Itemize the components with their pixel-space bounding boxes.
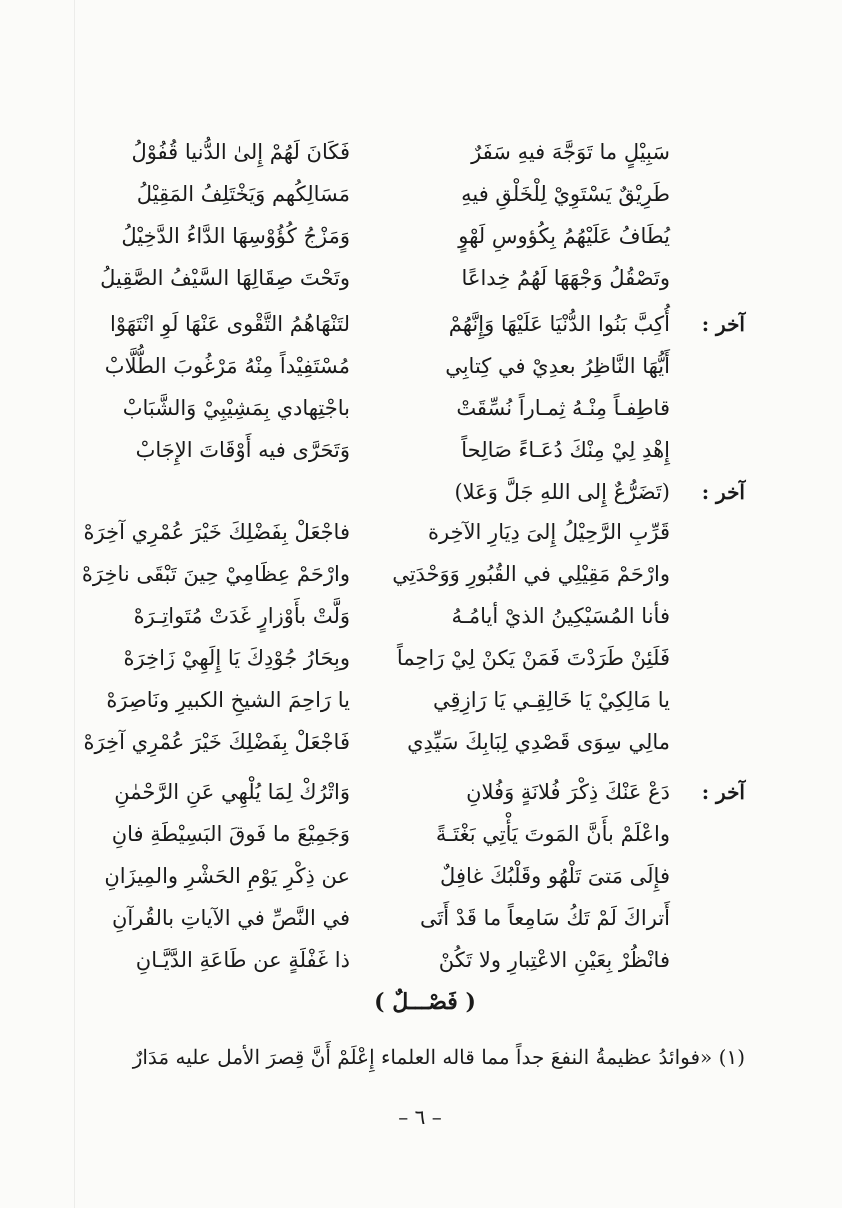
verse-left: وارْحَمْ عِظَامِيْ حِينَ تَبْقَى ناخِرَهْ — [81, 562, 350, 586]
verse-left: يا رَاحِمَ الشيخِ الكبيرِ ونَاصِرَهْ — [106, 688, 350, 712]
verse-right: أُكِبَّ بَنُوا الدُّنْيَا عَلَيْهَا وَإِنَّهُمْ — [448, 312, 670, 336]
verse-left: في النَّصِّ في الآياتِ بالقُرآنِ — [111, 906, 350, 930]
verse-left: وبِحَارُ جُوْدِكَ يَا إِلَهِيْ زَاخِرَهْ — [123, 646, 350, 670]
verse-right: قَرِّبِ الرَّحِيْلُ إِلىَ دِيَارِ الآخِرة — [428, 520, 670, 544]
verse-right: مالِي سِوَى قَصْدِي لِبَابِكَ سَيِّدِي — [407, 730, 670, 754]
verse-left: وَجَمِيْعَ ما فَوقَ البَسِيْطَةِ فانِ — [111, 822, 350, 846]
verse-left: وَلَّتْ بأَوْزارٍ غَدَتْ مُتَواتِـرَهْ — [133, 604, 350, 628]
verse-left: وتَحْتَ صِقَالِهَا السَّيْفُ الصَّقِيلُ — [100, 266, 350, 290]
verse-right: سَبِيْلٍ ما تَوَجَّهَ فيهِ سَفَرٌ — [471, 140, 670, 164]
section-intro: (تَضَرُّعٌ إِلى اللهِ جَلَّ وَعَلا) — [454, 480, 670, 504]
verse-right: أَتراكَ لَمْ تَكُ سَامِعاً ما قَدْ أَتَى — [419, 906, 670, 930]
section-label: آخر : — [701, 780, 745, 804]
verse-left: لتَنْهَاهُمُ التَّقْوى عَنْهَا لَوِ انْتَهَوْا — [110, 312, 350, 336]
verse-left: مَسَالِكُهم وَيَخْتَلِفُ المَقِيْلُ — [136, 182, 350, 206]
section-label: آخر : — [701, 480, 745, 504]
verse-right: فَلَئِنْ طَرَدْتَ فَمَنْ يَكنْ لِيْ رَاحِماً — [396, 646, 670, 670]
verse-right: إِهْدِ لِيْ مِنْكَ دُعَـاءً صَالِحاً — [461, 438, 670, 462]
verse-right: يا مَالِكِيْ يَا خَالِقِـي يَا رَازِقِي — [433, 688, 670, 712]
verse-left: فاجْعَلْ بِفَضْلِكَ خَيْرَ عُمْرِي آخِرَهْ — [83, 520, 350, 544]
verse-right: واعْلَمْ بأَنَّ المَوتَ يَأْتِي بَغْتَـةً — [435, 822, 670, 846]
verse-right: دَعْ عَنْكَ ذِكْرَ فُلانَةٍ وَفُلانِ — [466, 780, 670, 804]
section-heading: ( فَصْـــلٌ ) — [374, 989, 476, 1015]
verse-left: عن ذِكْرِ يَوْمِ الحَشْرِ والمِيزَانِ — [104, 864, 350, 888]
verse-right: فأنا المُسَيْكِينُ الذيْ أيامُـهُ — [451, 604, 670, 628]
footnote-line: (١) «فوائدُ عظيمةُ النفعَ جداً مما قاله العلماء إِعْلَمْ أَنَّ قِصرَ الأمل عليه مَدَارٌ — [132, 1045, 745, 1069]
verse-right: فإِلَى مَتىَ تَلْهُو وقَلْبُكَ غافِلٌ — [440, 864, 670, 888]
verse-right: طَرِيْقٌ يَسْتَوِيْ لِلْخَلْقِ فيهِ — [461, 182, 670, 206]
verse-left: باجْتِهادي بِمَشِيْبِيْ وَالشَّبَابْ — [122, 396, 350, 420]
verse-right: قاطِفـاً مِنْـهُ ثِمـاراً نُسِّقَتْ — [456, 396, 670, 420]
verse-left: وَاتْرُكْ لِمَا يُلْهِي عَنِ الرَّحْمٰنِ — [114, 780, 350, 804]
verse-left: وَمَزْجُ كُؤُوْسِهَا الدَّاءُ الدَّخِيْلُ — [121, 224, 350, 248]
verse-left: فَكَانَ لَهُمْ إِلىٰ الدُّنيا قُفُوْلُ — [131, 140, 350, 164]
verse-right: يُطَافُ عَلَيْهُمُ بِكُؤوسِ لَهْوٍ — [458, 224, 670, 248]
verse-left: وَتَحَرَّى فيه أَوْقَاتَ الإِجَابْ — [135, 438, 350, 462]
verse-left: فَاجْعَلْ بِفَضْلِكَ خَيْرَ عُمْرِي آخِرَهْ — [83, 730, 350, 754]
gutter-line — [74, 0, 75, 1208]
verse-right: فانْظُرْ بِعَيْنِ الاعْتِبارِ ولا تَكُنْ — [438, 948, 670, 972]
section-label: آخر : — [701, 312, 745, 336]
verse-right: أَيُّهَا النَّاظِرُ بعدِيْ في كِتابِي — [445, 354, 670, 378]
verse-left: مُسْتَفِيْداً مِنْهُ مَرْغُوبَ الطُّلَّابْ — [104, 354, 350, 378]
verse-right: وارْحَمْ مَقِيْلِي في القُبُورِ وَوَحْدَتِي — [392, 562, 670, 586]
verse-left: ذا غَفْلَةٍ عن طَاعَةِ الدَّيَّـانِ — [135, 948, 350, 972]
verse-right: وتَصْقُلُ وَجْهَهَا لَهُمُ خِداعًا — [461, 266, 670, 290]
page-number: – ٦ – — [398, 1105, 442, 1129]
